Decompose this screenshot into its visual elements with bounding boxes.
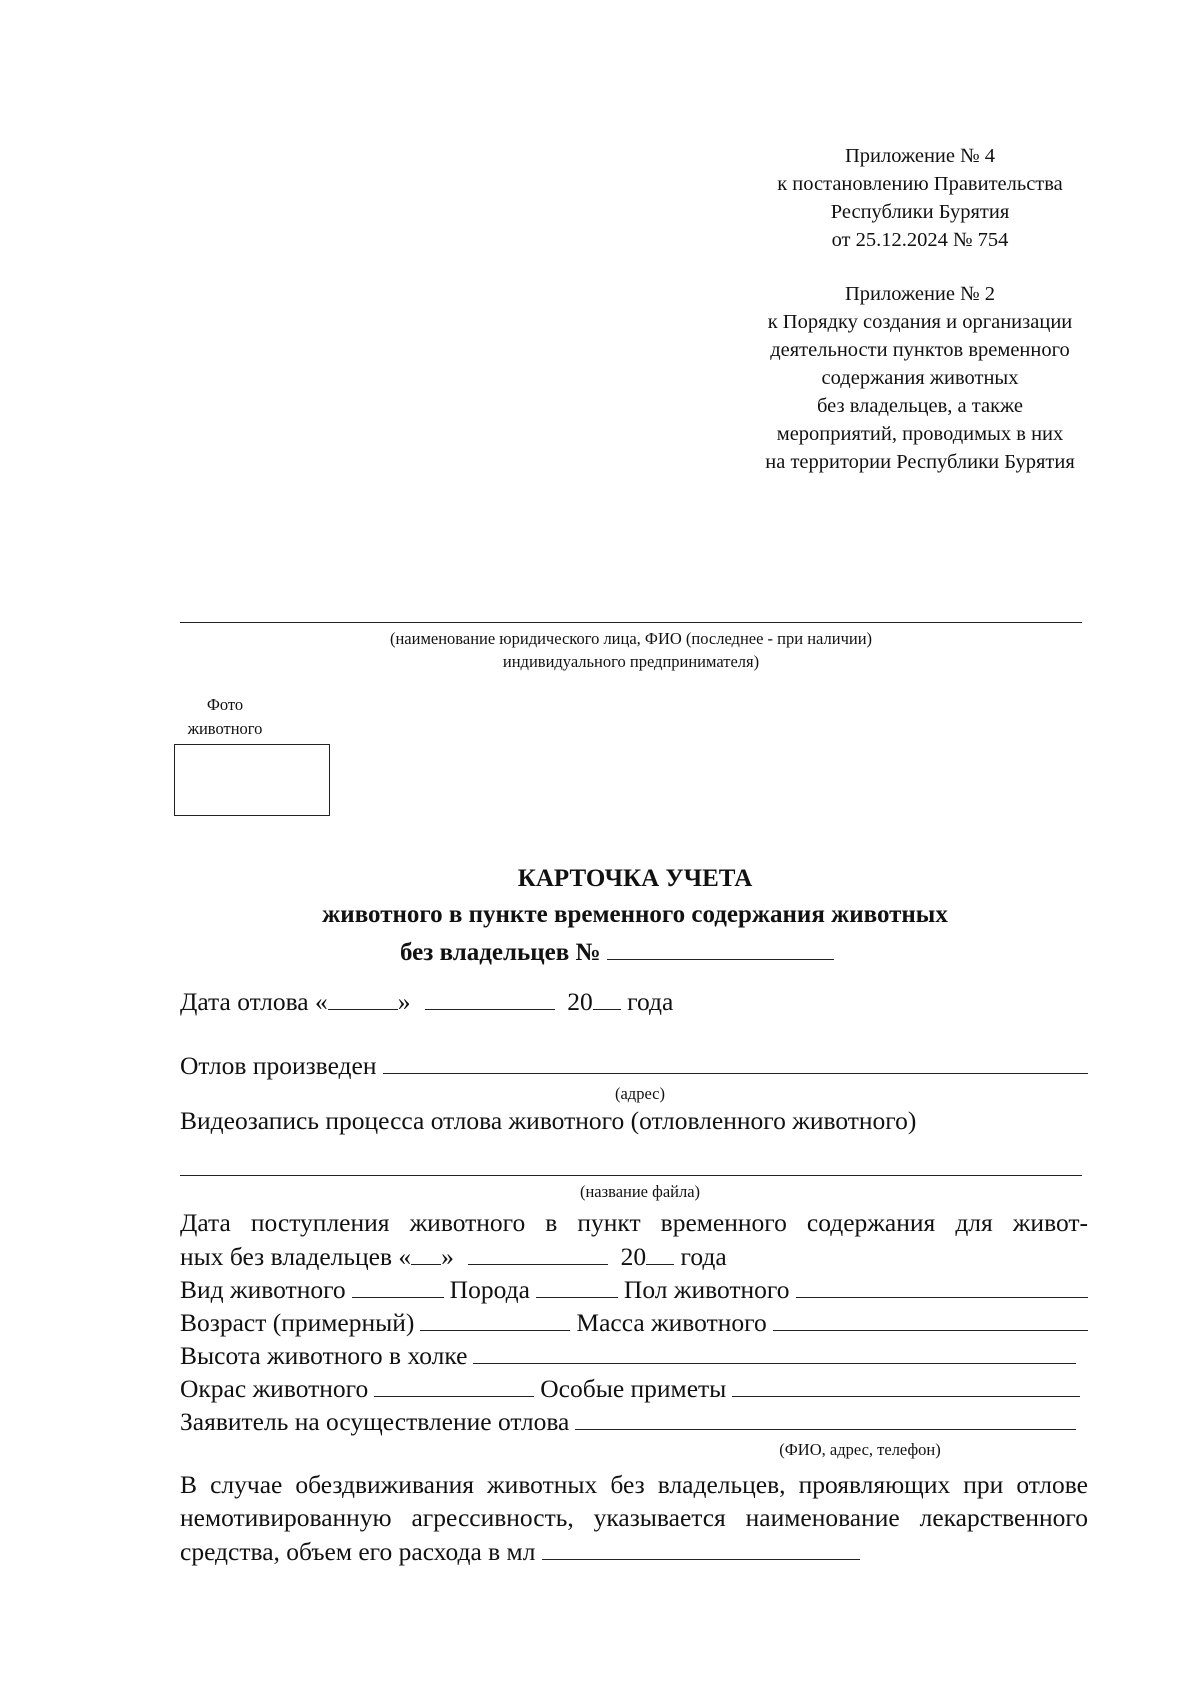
card-number-line — [400, 933, 834, 970]
appendix-2-header — [720, 280, 1120, 476]
capture-place-caption: (адрес) — [614, 1084, 665, 1103]
breed-field[interactable] — [536, 1272, 618, 1298]
appendix-2-line: деятельности пунктов временного — [770, 339, 1070, 361]
card-subtitle: животного в пункте временного содержания животных — [322, 901, 948, 928]
applicant-label: Заявитель на осуществление отлова — [180, 1407, 570, 1436]
arrival-date-row — [180, 1239, 1088, 1273]
photo-box[interactable] — [174, 744, 330, 816]
capture-day-field[interactable] — [328, 984, 398, 1010]
sex-field[interactable] — [796, 1272, 1089, 1298]
color-label: Окрас животного — [180, 1374, 369, 1403]
capture-year-field[interactable] — [593, 984, 621, 1010]
applicant-row — [180, 1404, 1076, 1438]
photo-label — [175, 693, 275, 741]
height-row — [180, 1338, 1076, 1372]
card-number-label: без владельцев № — [400, 939, 601, 966]
marks-field[interactable] — [732, 1371, 1080, 1397]
appendix-4-header — [720, 142, 1120, 254]
appendix-4-line: к постановлению Правительства — [777, 173, 1063, 195]
arrival-date-label: ных без владельцев « — [180, 1242, 412, 1271]
appendix-4-line: Республики Бурятия — [830, 201, 1010, 223]
arrival-date-line1: Дата поступления животного в пункт временного содержания для живот- — [180, 1208, 1088, 1237]
org-name-line[interactable] — [180, 622, 1082, 623]
sex-label: Пол животного — [623, 1275, 790, 1304]
arrival-year-prefix: 20 — [620, 1242, 647, 1271]
appendix-4-line: от 25.12.2024 № 754 — [831, 229, 1009, 251]
mass-label: Масса животного — [576, 1308, 767, 1337]
card-title: КАРТОЧКА УЧЕТА — [517, 865, 753, 892]
breed-label: Порода — [449, 1275, 530, 1304]
photo-label-line: животного — [187, 719, 263, 738]
arrival-month-field[interactable] — [468, 1239, 608, 1265]
color-row — [180, 1371, 1080, 1405]
video-label: Видеозапись процесса отлова животного (отловленного животного) — [180, 1106, 917, 1135]
capture-place-row — [180, 1048, 1088, 1082]
capture-place-label: Отлов произведен — [180, 1051, 377, 1080]
mass-field[interactable] — [773, 1305, 1088, 1331]
arrival-date-quote: » — [441, 1242, 454, 1271]
applicant-caption: (ФИО, адрес, телефон) — [779, 1440, 941, 1459]
appendix-2-line: Приложение № 2 — [844, 283, 996, 305]
arrival-day-field[interactable] — [411, 1239, 441, 1265]
video-file-field[interactable] — [180, 1175, 1082, 1176]
capture-year-suffix: года — [627, 987, 674, 1016]
org-name-caption-2: индивидуального предпринимателя) — [502, 652, 760, 671]
species-label: Вид животного — [180, 1275, 346, 1304]
immobilization-text: В случае обездвиживания животных без владельцев, проявляющих при отлове немотивированную агрессивность, указывается наименование лекарственного средства, объем его расхода в мл — [180, 1470, 1088, 1566]
capture-date-row — [180, 984, 1088, 1018]
height-label: Высота животного в холке — [180, 1341, 468, 1370]
color-field[interactable] — [374, 1371, 534, 1397]
org-name-caption-1: (наименование юридического лица, ФИО (последнее - при наличии) — [389, 629, 873, 648]
arrival-year-field[interactable] — [646, 1239, 674, 1265]
capture-year-prefix: 20 — [567, 987, 593, 1016]
age-label: Возраст (примерный) — [180, 1308, 415, 1337]
height-field[interactable] — [473, 1338, 1076, 1364]
marks-label: Особые приметы — [540, 1374, 727, 1403]
appendix-2-line: мероприятий, проводимых в них — [776, 423, 1064, 445]
appendix-2-line: содержания животных — [821, 367, 1019, 389]
capture-date-label: Дата отлова « — [180, 987, 328, 1016]
card-number-field[interactable] — [607, 933, 834, 960]
drug-volume-field[interactable] — [542, 1534, 860, 1560]
photo-label-line: Фото — [206, 695, 244, 714]
immobilization-paragraph — [180, 1468, 1088, 1568]
capture-date-quote: » — [397, 987, 411, 1016]
capture-month-field[interactable] — [425, 984, 555, 1010]
age-field[interactable] — [420, 1305, 570, 1331]
appendix-4-line: Приложение № 4 — [844, 145, 996, 167]
video-file-caption: (название файла) — [579, 1182, 701, 1201]
age-row — [180, 1305, 1088, 1339]
species-field[interactable] — [352, 1272, 444, 1298]
species-row — [180, 1272, 1088, 1306]
capture-place-field[interactable] — [383, 1048, 1089, 1074]
appendix-2-line: на территории Республики Бурятия — [765, 451, 1075, 473]
appendix-2-line: без владельцев, а также — [816, 395, 1024, 417]
appendix-2-line: к Порядку создания и организации — [767, 311, 1073, 333]
applicant-field[interactable] — [575, 1404, 1076, 1430]
arrival-year-suffix: года — [680, 1242, 727, 1271]
